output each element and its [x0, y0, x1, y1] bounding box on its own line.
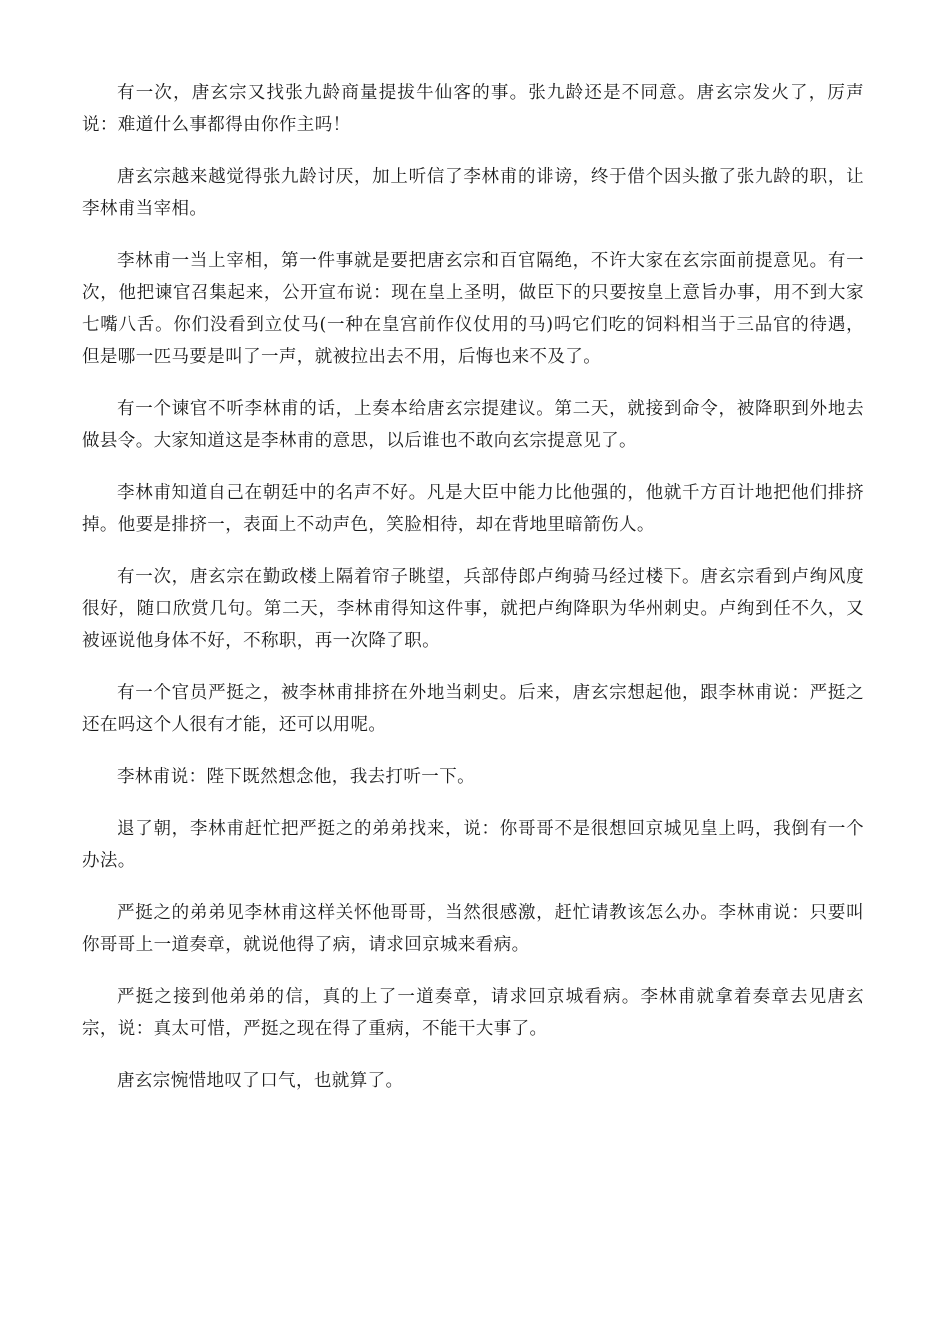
paragraph: 李林甫知道自己在朝廷中的名声不好。凡是大臣中能力比他强的，他就千方百计地把他们排挤掉。他要是排挤一，表面上不动声色，笑脸相待，却在背地里暗箭伤人。	[82, 483, 864, 535]
paragraph: 唐玄宗越来越觉得张九龄讨厌，加上听信了李林甫的诽谤，终于借个因头撤了张九龄的职，让李林甫当宰相。	[82, 167, 864, 219]
paragraph: 有一个谏官不听李林甫的话，上奏本给唐玄宗提建议。第二天，就接到命令，被降职到外地去做县令。大家知道这是李林甫的意思，以后谁也不敢向玄宗提意见了。	[82, 399, 864, 451]
document-body	[82, 77, 864, 1117]
paragraph: 李林甫一当上宰相，第一件事就是要把唐玄宗和百官隔绝，不许大家在玄宗面前提意见。有一次，他把谏官召集起来，公开宣布说：现在皇上圣明，做臣下的只要按皇上意旨办事，用不到大家七嘴八舌。你们没看到立仗马(一种在皇宫前作仪仗用的马)吗它们吃的饲料相当于三品官的待遇，但是哪一匹马要是叫了一声，就被拉出去不用，后悔也来不及了。	[82, 251, 864, 367]
paragraph: 有一次，唐玄宗又找张九龄商量提拔牛仙客的事。张九龄还是不同意。唐玄宗发火了，厉声说：难道什么事都得由你作主吗！	[82, 83, 864, 135]
paragraph: 唐玄宗惋惜地叹了口气，也就算了。	[117, 1071, 404, 1091]
paragraph: 李林甫说：陛下既然想念他，我去打听一下。	[117, 767, 475, 787]
paragraph: 退了朝，李林甫赶忙把严挺之的弟弟找来，说：你哥哥不是很想回京城见皇上吗，我倒有一个办法。	[82, 819, 864, 871]
paragraph: 有一次，唐玄宗在勤政楼上隔着帘子眺望，兵部侍郎卢绚骑马经过楼下。唐玄宗看到卢绚风度很好，随口欣赏几句。第二天，李林甫得知这件事，就把卢绚降职为华州刺史。卢绚到任不久，又被诬说他身体不好，不称职，再一次降了职。	[82, 567, 864, 651]
paragraph: 严挺之的弟弟见李林甫这样关怀他哥哥，当然很感激，赶忙请教该怎么办。李林甫说：只要叫你哥哥上一道奏章，就说他得了病，请求回京城来看病。	[82, 903, 864, 955]
paragraph: 严挺之接到他弟弟的信，真的上了一道奏章，请求回京城看病。李林甫就拿着奏章去见唐玄宗，说：真太可惜，严挺之现在得了重病，不能干大事了。	[82, 987, 864, 1039]
paragraph: 有一个官员严挺之，被李林甫排挤在外地当刺史。后来，唐玄宗想起他，跟李林甫说：严挺之还在吗这个人很有才能，还可以用呢。	[82, 683, 864, 735]
